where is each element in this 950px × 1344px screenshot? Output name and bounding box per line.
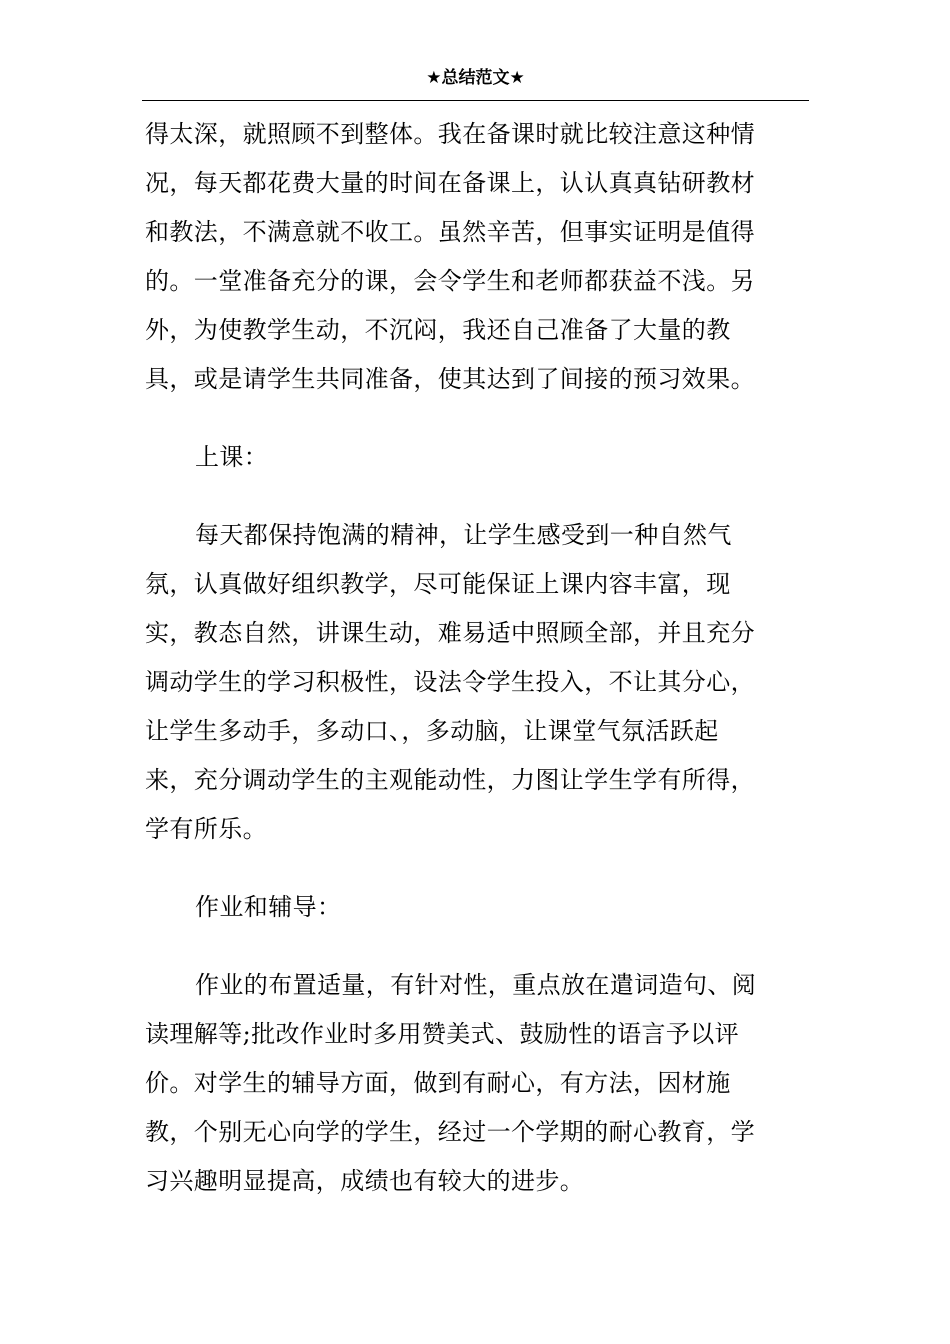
paragraph-preparation [145, 110, 785, 404]
text-line: 让学生多动手，多动口、，多动脑，让课堂气氛活跃起 [145, 717, 719, 745]
text-line: 氛，认真做好组织教学，尽可能保证上课内容丰富，现 [145, 570, 731, 598]
text-line: 习兴趣明显提高，成绩也有较大的进步。 [145, 1167, 585, 1195]
text-line: 实，教态自然，讲课生动，难易适中照顾全部，并且充分 [145, 619, 755, 647]
text-line: 和教法，不满意就不收工。虽然辛苦，但事实证明是值得 [145, 218, 755, 246]
text-line: 作业的布置适量，有针对性，重点放在遣词造句、阅 [195, 971, 757, 999]
heading-text: 上课： [195, 443, 269, 471]
text-line: 得太深，就照顾不到整体。我在备课时就比较注意这种情 [145, 120, 755, 148]
document-body [145, 110, 785, 1206]
text-line: 每天都保持饱满的精神，让学生感受到一种自然气 [195, 521, 732, 549]
text-line: 的。一堂准备充分的课，会令学生和老师都获益不浅。另 [145, 267, 755, 295]
paragraph-class [145, 511, 785, 854]
text-line: 外，为使教学生动，不沉闷，我还自己准备了大量的教 [145, 316, 731, 344]
text-line: 具，或是请学生共同准备，使其达到了间接的预习效果。 [145, 365, 755, 393]
text-line: 教，个别无心向学的学生，经过一个学期的耐心教育，学 [145, 1118, 755, 1146]
heading-text: 作业和辅导： [195, 893, 342, 921]
header-divider [142, 100, 809, 101]
text-line: 读理解等;批改作业时多用赞美式、鼓励性的语言予以评 [145, 1020, 740, 1048]
page-header-title: ★总结范文★ [426, 68, 525, 88]
text-line: 价。对学生的辅导方面，做到有耐心，有方法，因材施 [145, 1069, 731, 1097]
text-line: 来，充分调动学生的主观能动性，力图让学生学有所得， [145, 766, 755, 794]
section-heading-class [145, 433, 785, 482]
text-line: 调动学生的学习积极性，设法令学生投入，不让其分心， [145, 668, 755, 696]
text-line: 况，每天都花费大量的时间在备课上，认认真真钻研教材 [145, 169, 755, 197]
paragraph-homework [145, 961, 785, 1206]
section-heading-homework [145, 883, 785, 932]
text-line: 学有所乐。 [145, 815, 267, 843]
